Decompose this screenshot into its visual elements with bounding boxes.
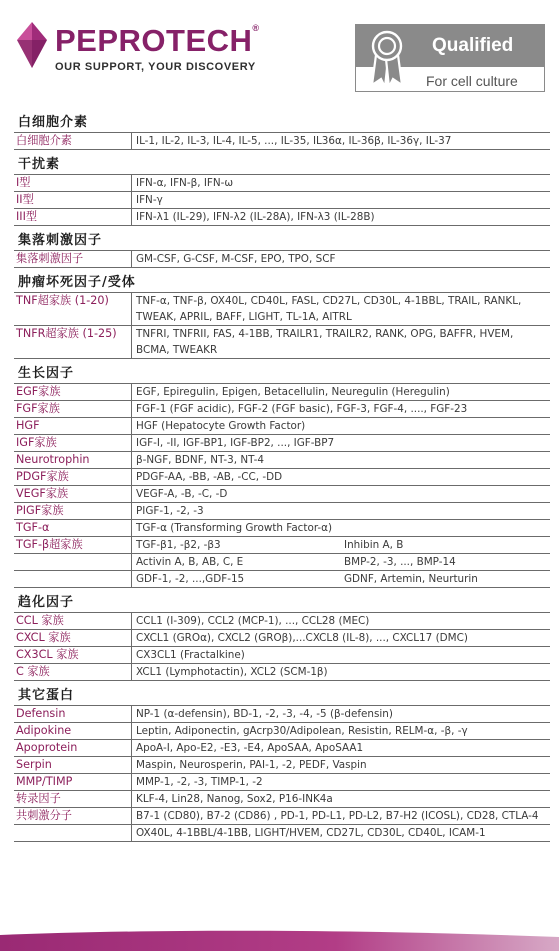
trademark: ® [252, 23, 260, 33]
award-ribbon-icon [368, 29, 406, 87]
value-cell [132, 571, 550, 587]
table-row [14, 503, 550, 520]
value-cell: IFN-γ [136, 194, 163, 206]
value-cell: EGF, Epiregulin, Epigen, Betacellulin, Neuregulin (Heregulin) [136, 386, 450, 398]
table-row [14, 192, 550, 209]
table-row [14, 435, 550, 452]
table-row [14, 647, 550, 664]
value-cell [132, 554, 550, 570]
category-cell: II型 [14, 192, 132, 208]
value-cell: OX40L, 4-1BBL/4-1BB, LIGHT/HVEM, CD27L, CD30L, CD40L, ICAM-1 [136, 827, 486, 839]
category-cell: Serpin [14, 757, 132, 773]
footer-wave [0, 929, 559, 951]
table-row [14, 520, 550, 537]
table-row [14, 664, 550, 681]
category-cell: PIGF家族 [14, 503, 132, 519]
table-row [14, 705, 550, 723]
value-cell: B7-1 (CD80), B7-2 (CD86) , PD-1, PD-L1, PD-L2, B7-H2 (ICOSL), CD28, CTLA-4 [136, 810, 539, 822]
value-cell: PDGF-AA, -BB, -AB, -CC, -DD [136, 471, 283, 483]
category-cell: TNF超家族 (1-20) [14, 293, 132, 325]
section-2 [0, 232, 559, 268]
category-cell: 集落刺激因子 [14, 251, 132, 267]
table-row [14, 757, 550, 774]
category-cell: TGF-α [14, 520, 132, 536]
category-cell: FGF家族 [14, 401, 132, 417]
table-row [14, 469, 550, 486]
table-row [14, 209, 550, 226]
category-cell: PDGF家族 [14, 469, 132, 485]
value-cell: Leptin, Adiponectin, gAcrp30/Adipolean, Resistin, RELM-α, -β, -γ [136, 725, 468, 737]
category-cell: 转录因子 [14, 791, 132, 807]
cytokine-table [0, 108, 559, 842]
value-cell: ApoA-I, Apo-E2, -E3, -E4, ApoSAA, ApoSAA1 [136, 742, 364, 754]
table-row [14, 292, 550, 326]
section-title: 其它蛋白 [18, 688, 75, 703]
section-4 [0, 365, 559, 588]
value-cell: MMP-1, -2, -3, TIMP-1, -2 [136, 776, 263, 788]
value-col-a: TGF-β1, -β2, -β3 [136, 539, 221, 551]
table-row [14, 326, 550, 359]
category-cell: HGF [14, 418, 132, 434]
value-cell: IGF-I, -II, IGF-BP1, IGF-BP2, ..., IGF-BP7 [136, 437, 335, 449]
value-cell: PIGF-1, -2, -3 [136, 505, 204, 517]
value-col-b: BMP-2, -3, ..., BMP-14 [344, 556, 456, 568]
category-cell: C 家族 [14, 664, 132, 680]
table-row [14, 774, 550, 791]
category-cell [14, 825, 132, 841]
category-cell: Adipokine [14, 723, 132, 739]
section-title: 白细胞介素 [18, 115, 89, 130]
badge-banner [356, 25, 544, 67]
category-cell: I型 [14, 175, 132, 191]
brand-name [55, 23, 260, 59]
category-cell: 白细胞介素 [14, 133, 132, 149]
section-3 [0, 274, 559, 359]
table-row [14, 383, 550, 401]
value-cell: IFN-λ1 (IL-29), IFN-λ2 (IL-28A), IFN-λ3 (IL-28B) [136, 211, 375, 223]
value-line-1: TNFRI, TNFRII, FAS, 4-1BB, TRAILR1, TRAILR2, RANK, OPG, BAFFR, HVEM, [136, 328, 514, 340]
header [0, 0, 559, 105]
category-cell: CCL 家族 [14, 613, 132, 629]
section-0 [0, 114, 559, 150]
table-row [14, 571, 550, 588]
table-row [14, 808, 550, 825]
value-cell [132, 537, 550, 553]
table-row [14, 740, 550, 757]
category-cell: CX3CL 家族 [14, 647, 132, 663]
value-cell: GM-CSF, G-CSF, M-CSF, EPO, TPO, SCF [136, 253, 336, 265]
table-row [14, 452, 550, 469]
value-cell: HGF (Hepatocyte Growth Factor) [136, 420, 306, 432]
section-5 [0, 594, 559, 681]
section-6 [0, 687, 559, 842]
section-title: 集落刺激因子 [18, 233, 103, 248]
value-cell: NP-1 (α-defensin), BD-1, -2, -3, -4, -5 (β-defensin) [136, 708, 393, 720]
category-cell: CXCL 家族 [14, 630, 132, 646]
section-title: 干扰素 [18, 157, 61, 172]
table-row [14, 401, 550, 418]
value-cell: Maspin, Neurosperin, PAI-1, -2, PEDF, Vaspin [136, 759, 367, 771]
table-row [14, 612, 550, 630]
value-line-2: TWEAK, APRIL, BAFF, LIGHT, TL-1A, AITRL [136, 311, 352, 323]
table-row [14, 418, 550, 435]
section-1 [0, 156, 559, 226]
value-cell: CX3CL1 (Fractalkine) [136, 649, 245, 661]
value-cell [132, 326, 550, 358]
value-col-b: GDNF, Artemin, Neurturin [344, 573, 478, 585]
table-row [14, 554, 550, 571]
diamond-logo-icon [14, 20, 50, 70]
value-cell: CXCL1 (GROα), CXCL2 (GROβ),...CXCL8 (IL-8), ..., CXCL17 (DMC) [136, 632, 468, 644]
value-col-a: GDF-1, -2, ...,GDF-15 [136, 573, 245, 585]
category-cell [14, 554, 132, 570]
table-row [14, 825, 550, 842]
category-cell: VEGF家族 [14, 486, 132, 502]
table-row [14, 174, 550, 192]
brand-text: PEPROTECH [55, 23, 253, 58]
value-line-2: BCMA, TWEAKR [136, 344, 218, 356]
section-title: 肿瘤坏死因子/受体 [18, 275, 136, 290]
value-cell: VEGF-A, -B, -C, -D [136, 488, 228, 500]
category-cell [14, 571, 132, 587]
value-cell: IL-1, IL-2, IL-3, IL-4, IL-5, ..., IL-35, IL36α, IL-36β, IL-36γ, IL-37 [136, 135, 452, 147]
badge-subtitle: For cell culture [426, 73, 518, 89]
table-row [14, 537, 550, 554]
value-cell: IFN-α, IFN-β, IFN-ω [136, 177, 234, 189]
value-col-b: Inhibin A, B [344, 539, 404, 551]
category-cell: MMP/TIMP [14, 774, 132, 790]
peprotech-logo[interactable] [14, 20, 264, 76]
category-cell: IGF家族 [14, 435, 132, 451]
value-cell: TGF-α (Transforming Growth Factor-α) [136, 522, 333, 534]
category-cell: TNFR超家族 (1-25) [14, 326, 132, 358]
category-cell: Defensin [14, 706, 132, 722]
section-title: 趋化因子 [18, 595, 75, 610]
table-row [14, 723, 550, 740]
value-line-1: TNF-α, TNF-β, OX40L, CD40L, FASL, CD27L, CD30L, 4-1BBL, TRAIL, RANKL, [136, 295, 522, 307]
category-cell: Apoprotein [14, 740, 132, 756]
table-row [14, 630, 550, 647]
value-cell: β-NGF, BDNF, NT-3, NT-4 [136, 454, 264, 466]
value-col-a: Activin A, B, AB, C, E [136, 556, 244, 568]
table-row [14, 132, 550, 150]
category-cell: Neurotrophin [14, 452, 132, 468]
value-cell: XCL1 (Lymphotactin), XCL2 (SCM-1β) [136, 666, 328, 678]
value-cell: KLF-4, Lin28, Nanog, Sox2, P16-INK4a [136, 793, 333, 805]
table-row [14, 250, 550, 268]
value-cell: CCL1 (I-309), CCL2 (MCP-1), ..., CCL28 (MEC) [136, 615, 370, 627]
section-title: 生长因子 [18, 366, 75, 381]
category-cell: TGF-β超家族 [14, 537, 132, 553]
qualified-badge [355, 24, 545, 92]
table-row [14, 486, 550, 503]
value-cell: FGF-1 (FGF acidic), FGF-2 (FGF basic), FGF-3, FGF-4, ...., FGF-23 [136, 403, 468, 415]
category-cell: III型 [14, 209, 132, 225]
value-cell [132, 293, 550, 325]
category-cell: 共刺激分子 [14, 808, 132, 824]
category-cell: EGF家族 [14, 384, 132, 400]
badge-title: Qualified [432, 35, 514, 56]
table-row [14, 791, 550, 808]
brand-tagline: OUR SUPPORT, YOUR DISCOVERY [55, 61, 256, 73]
